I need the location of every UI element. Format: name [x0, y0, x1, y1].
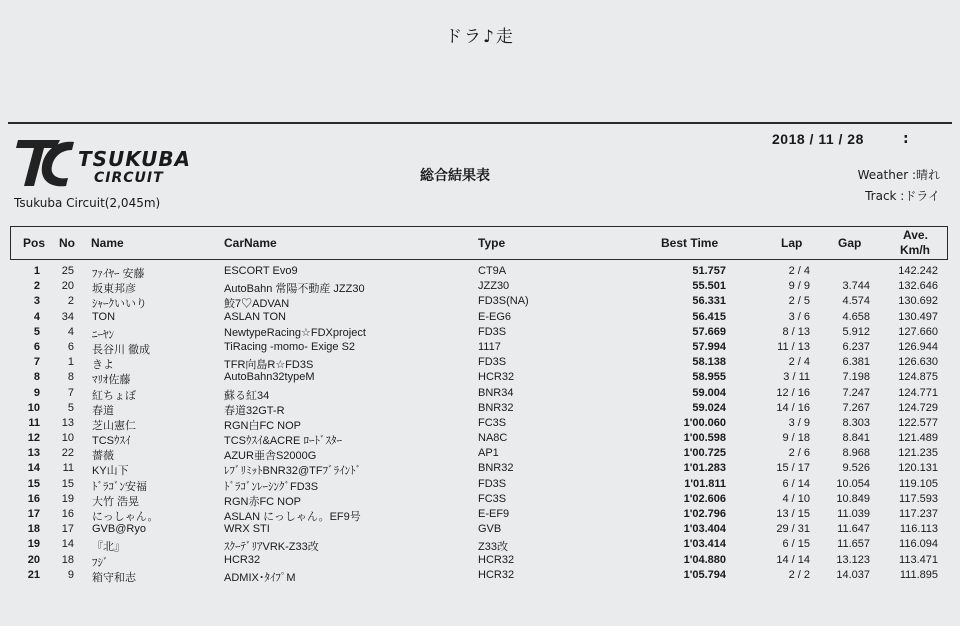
- cell-gap: 4.658: [842, 310, 870, 323]
- cell-best-time: 1'03.414: [683, 538, 726, 551]
- cell-name: GVB@Ryo: [92, 523, 146, 536]
- cell-ave-speed: 142.242: [898, 265, 938, 277]
- cell-name: にっしゃん。: [92, 511, 159, 523]
- cell-name: ﾆｰﾔﾝ: [92, 328, 114, 341]
- cell-ave-speed: 117.593: [899, 492, 938, 505]
- page-title: ドラ♪走: [445, 27, 515, 47]
- cell-gap: 11.647: [837, 523, 870, 536]
- cell-carname: HCR32: [224, 553, 261, 566]
- cell-pos: 18: [27, 523, 40, 536]
- results-table-header: [10, 226, 948, 260]
- cell-pos: 17: [27, 508, 40, 520]
- cell-pos: 7: [33, 356, 40, 369]
- cell-gap: 8.303: [842, 416, 870, 429]
- cell-no: 19: [61, 492, 74, 505]
- cell-pos: 5: [33, 325, 40, 338]
- cell-type: 1117: [478, 340, 501, 353]
- table-row: [0, 432, 960, 447]
- cell-lap: 2 / 5: [788, 295, 810, 308]
- cell-type: FD3S: [478, 356, 507, 369]
- header-pos: Pos: [23, 236, 46, 250]
- cell-gap: 10.054: [836, 477, 870, 490]
- cell-best-time: 1'01.283: [683, 462, 726, 475]
- table-row: [0, 295, 960, 310]
- table-row: [0, 417, 960, 432]
- cell-lap: 3 / 9: [788, 416, 810, 429]
- cell-name: 箱守和志: [92, 571, 136, 584]
- cell-type: HCR32: [478, 568, 515, 581]
- cell-gap: 7.247: [842, 386, 870, 399]
- header-gap: Gap: [838, 236, 862, 250]
- cell-no: 15: [61, 477, 74, 490]
- cell-type: FD3S(NA): [478, 295, 529, 308]
- cell-best-time: 58.138: [692, 356, 726, 369]
- cell-name: ﾌｧｲﾔｰ 安藤: [92, 268, 145, 280]
- table-row: [0, 326, 960, 341]
- cell-no: 17: [61, 523, 74, 536]
- cell-best-time: 1'03.404: [683, 523, 726, 536]
- cell-best-time: 1'04.880: [683, 553, 726, 566]
- venue-label: Tsukuba Circuit(2,045m): [14, 196, 161, 210]
- cell-ave-speed: 124.771: [898, 386, 938, 399]
- cell-type: BNR32: [478, 462, 514, 475]
- cell-lap: 2 / 6: [788, 447, 810, 460]
- table-row: [0, 554, 960, 569]
- cell-ave-speed: 119.105: [899, 477, 938, 490]
- cell-carname: AutoBahn 常陽不動産 JZZ30: [224, 283, 365, 296]
- cell-lap: 9 / 18: [782, 432, 810, 445]
- cell-no: 20: [61, 280, 74, 293]
- cell-gap: 8.968: [842, 447, 870, 460]
- cell-no: 11: [62, 462, 74, 475]
- cell-type: Z33改: [478, 541, 508, 554]
- header-kmh: Km/h: [900, 243, 930, 257]
- cell-carname: ESCORT Evo9: [224, 265, 298, 277]
- cell-lap: 12 / 16: [776, 386, 810, 399]
- cell-gap: 7.198: [842, 371, 870, 384]
- cell-no: 13: [61, 416, 74, 429]
- track-label: Track :ドライ: [865, 189, 940, 203]
- cell-name: ﾄﾞﾗｺﾞﾝ安福: [92, 480, 147, 493]
- cell-lap: 2 / 4: [788, 265, 810, 277]
- cell-pos: 14: [27, 462, 40, 475]
- cell-no: 9: [67, 568, 74, 581]
- table-row: [0, 356, 960, 371]
- cell-type: FC3S: [478, 416, 507, 429]
- header-lap: Lap: [781, 236, 803, 250]
- event-date: 2018 / 11 / 28: [772, 131, 864, 147]
- tc-logo-icon: [14, 134, 84, 192]
- cell-lap: 29 / 31: [776, 523, 810, 536]
- cell-no: 2: [67, 295, 74, 308]
- cell-pos: 2: [33, 280, 40, 293]
- cell-carname: TFR向島R☆FD3S: [224, 359, 314, 372]
- cell-name: ﾏﾘｵ佐藤: [92, 374, 131, 387]
- cell-no: 22: [61, 447, 74, 460]
- cell-carname: 鮫7♡ADVAN: [224, 298, 290, 311]
- cell-best-time: 51.757: [692, 265, 726, 277]
- cell-best-time: 1'02.606: [683, 492, 726, 505]
- cell-lap: 15 / 17: [776, 462, 810, 475]
- cell-no: 4: [67, 325, 74, 338]
- cell-no: 25: [61, 265, 74, 277]
- cell-name: 大竹 浩晃: [92, 495, 140, 508]
- table-row: [0, 523, 960, 538]
- cell-name: KY山下: [92, 465, 129, 478]
- header-best-time: Best Time: [661, 236, 719, 250]
- cell-carname: NewtypeRacing☆FDXproject: [224, 326, 366, 339]
- cell-carname: RGN白FC NOP: [224, 419, 301, 432]
- cell-ave-speed: 126.944: [898, 340, 938, 353]
- table-row: [0, 447, 960, 462]
- cell-lap: 13 / 15: [776, 508, 810, 520]
- cell-lap: 3 / 11: [783, 371, 810, 384]
- cell-no: 14: [61, 538, 74, 551]
- cell-type: FD3S: [478, 325, 507, 338]
- cell-carname: AZUR亜舎S2000G: [224, 450, 317, 463]
- cell-type: FC3S: [478, 492, 507, 505]
- cell-gap: 7.267: [842, 401, 870, 414]
- cell-best-time: 57.994: [692, 340, 726, 353]
- cell-ave-speed: 130.692: [898, 295, 938, 308]
- cell-lap: 14 / 16: [776, 401, 810, 414]
- cell-carname: AutoBahn32typeM: [224, 371, 315, 384]
- cell-no: 8: [67, 371, 74, 384]
- cell-type: BNR34: [478, 386, 514, 399]
- cell-ave-speed: 121.235: [898, 447, 938, 460]
- cell-name: TON: [92, 310, 116, 323]
- header-carname: CarName: [224, 236, 277, 250]
- cell-name: 『北』: [92, 541, 125, 554]
- table-row: [0, 371, 960, 386]
- cell-name: ﾌｼﾞ: [92, 556, 109, 569]
- cell-lap: 6 / 14: [782, 477, 810, 490]
- cell-pos: 20: [27, 553, 40, 566]
- cell-name: 紅ちょぼ: [92, 389, 136, 402]
- cell-gap: 4.574: [842, 295, 870, 308]
- cell-carname: ASLAN TON: [224, 310, 286, 323]
- table-row: [0, 493, 960, 508]
- header-divider: [8, 122, 952, 124]
- cell-best-time: 56.331: [692, 295, 726, 308]
- cell-gap: 14.037: [836, 568, 870, 581]
- cell-carname: TiRacing -momo- Exige S2: [224, 340, 356, 353]
- cell-carname: ﾚﾌﾞﾘﾐｯﾄBNR32@TFﾌﾞﾗｲﾝﾄﾞ: [224, 465, 362, 478]
- cell-type: AP1: [478, 447, 499, 460]
- cell-name: 薔薇: [92, 450, 114, 463]
- cell-no: 18: [61, 553, 74, 566]
- cell-best-time: 1'00.060: [683, 416, 726, 429]
- cell-carname: ﾄﾞﾗｺﾞﾝﾚｰｼﾝｸﾞFD3S: [224, 480, 319, 493]
- cell-no: 5: [67, 401, 74, 414]
- header-name: Name: [91, 236, 124, 250]
- cell-pos: 21: [27, 568, 40, 581]
- cell-pos: 3: [33, 295, 40, 308]
- cell-pos: 10: [27, 401, 40, 414]
- cell-best-time: 55.501: [692, 280, 726, 293]
- cell-best-time: 1'05.794: [683, 568, 726, 581]
- table-row: [0, 280, 960, 295]
- cell-ave-speed: 130.497: [898, 310, 938, 323]
- cell-type: CT9A: [478, 265, 507, 277]
- logo-text-tsukuba: TSUKUBA: [78, 147, 192, 171]
- cell-gap: 10.849: [836, 492, 870, 505]
- cell-ave-speed: 122.577: [898, 416, 938, 429]
- cell-pos: 1: [33, 265, 40, 277]
- cell-carname: WRX STI: [224, 523, 270, 536]
- cell-type: NA8C: [478, 432, 508, 445]
- cell-pos: 16: [27, 492, 40, 505]
- cell-carname: 蘇る紅34: [224, 389, 270, 402]
- weather-label: Weather :晴れ: [857, 168, 940, 182]
- cell-no: 16: [61, 508, 74, 520]
- cell-name: TCSｳｽｲ: [92, 435, 131, 448]
- cell-no: 7: [67, 386, 74, 399]
- header-ave: Ave.: [903, 228, 928, 242]
- cell-lap: 3 / 6: [788, 310, 810, 323]
- cell-lap: 6 / 15: [782, 538, 810, 551]
- table-row: [0, 569, 960, 584]
- date-time-colon: :: [903, 131, 909, 147]
- cell-pos: 6: [33, 340, 40, 353]
- cell-best-time: 1'02.796: [683, 508, 726, 520]
- cell-carname: ｽｸｰﾃﾞﾘｱVRK-Z33改: [224, 541, 319, 554]
- cell-lap: 8 / 13: [782, 325, 810, 338]
- cell-ave-speed: 124.875: [898, 371, 938, 384]
- cell-ave-speed: 116.094: [899, 538, 938, 551]
- cell-gap: 8.841: [842, 432, 870, 445]
- cell-best-time: 59.004: [692, 386, 726, 399]
- cell-lap: 4 / 10: [782, 492, 810, 505]
- cell-ave-speed: 121.489: [898, 432, 938, 445]
- cell-lap: 2 / 2: [788, 568, 810, 581]
- results-table-body: [0, 265, 960, 584]
- cell-carname: 春道32GT-R: [224, 404, 285, 417]
- cell-carname: ASLAN にっしゃん。EF9号: [224, 511, 361, 523]
- cell-best-time: 57.669: [692, 325, 726, 338]
- cell-ave-speed: 126.630: [898, 356, 938, 369]
- table-row: [0, 462, 960, 477]
- cell-pos: 9: [33, 386, 40, 399]
- cell-no: 10: [61, 432, 74, 445]
- cell-name: ｼｬｰｸいいり: [92, 298, 147, 311]
- table-row: [0, 508, 960, 523]
- cell-type: BNR32: [478, 401, 514, 414]
- cell-name: 長谷川 徹成: [92, 343, 151, 356]
- cell-type: E-EF9: [478, 508, 510, 520]
- cell-ave-speed: 120.131: [898, 462, 938, 475]
- cell-best-time: 1'00.598: [683, 432, 726, 445]
- tsukuba-circuit-logo: [14, 134, 224, 192]
- logo-text-circuit: CIRCUIT: [94, 170, 164, 186]
- cell-lap: 9 / 9: [788, 280, 810, 293]
- cell-carname: TCSｳｽｲ&ACRE ﾛｰﾄﾞｽﾀｰ: [224, 435, 342, 448]
- cell-ave-speed: 116.113: [899, 523, 938, 536]
- cell-gap: 13.123: [836, 553, 870, 566]
- cell-best-time: 58.955: [692, 371, 726, 384]
- cell-pos: 11: [28, 416, 40, 429]
- cell-carname: RGN赤FC NOP: [224, 495, 301, 508]
- cell-type: E-EG6: [478, 310, 512, 323]
- header-no: No: [59, 236, 75, 250]
- cell-no: 34: [61, 310, 74, 323]
- cell-gap: 11.657: [837, 538, 870, 551]
- cell-pos: 15: [27, 477, 40, 490]
- cell-best-time: 1'01.811: [684, 477, 726, 490]
- table-row: [0, 265, 960, 280]
- cell-pos: 19: [27, 538, 40, 551]
- table-row: [0, 387, 960, 402]
- results-title: 総合結果表: [420, 168, 490, 184]
- cell-name: 芝山憲仁: [92, 419, 136, 432]
- cell-best-time: 56.415: [692, 310, 726, 323]
- cell-gap: 5.912: [842, 325, 870, 338]
- cell-pos: 13: [27, 447, 40, 460]
- cell-no: 6: [67, 340, 74, 353]
- cell-type: JZZ30: [478, 280, 510, 293]
- cell-gap: 6.381: [842, 356, 870, 369]
- cell-gap: 3.744: [842, 280, 870, 293]
- header-type: Type: [478, 236, 506, 250]
- cell-best-time: 1'00.725: [683, 447, 726, 460]
- cell-ave-speed: 127.660: [898, 325, 938, 338]
- table-row: [0, 478, 960, 493]
- cell-type: HCR32: [478, 371, 515, 384]
- cell-ave-speed: 117.237: [899, 508, 938, 520]
- cell-type: FD3S: [478, 477, 507, 490]
- cell-ave-speed: 113.471: [899, 553, 938, 566]
- cell-lap: 2 / 4: [788, 356, 810, 369]
- cell-name: 春道: [92, 404, 114, 417]
- table-row: [0, 402, 960, 417]
- cell-ave-speed: 111.895: [899, 568, 938, 581]
- cell-lap: 14 / 14: [776, 553, 810, 566]
- cell-carname: ADMIX･ﾀｲﾌﾟM: [224, 571, 296, 584]
- cell-type: HCR32: [478, 553, 515, 566]
- cell-ave-speed: 124.729: [898, 401, 938, 414]
- cell-gap: 6.237: [842, 340, 870, 353]
- cell-pos: 8: [33, 371, 40, 384]
- cell-no: 1: [67, 356, 74, 369]
- cell-ave-speed: 132.646: [898, 280, 938, 293]
- cell-pos: 12: [27, 432, 40, 445]
- cell-name: きよ: [92, 359, 114, 372]
- cell-lap: 11 / 13: [777, 340, 810, 353]
- table-row: [0, 311, 960, 326]
- cell-gap: 11.039: [837, 508, 870, 520]
- table-row: [0, 341, 960, 356]
- cell-best-time: 59.024: [692, 401, 726, 414]
- cell-name: 坂東邦彦: [92, 283, 136, 296]
- cell-type: GVB: [478, 523, 502, 536]
- cell-gap: 9.526: [842, 462, 870, 475]
- table-row: [0, 538, 960, 553]
- cell-pos: 4: [33, 310, 40, 323]
